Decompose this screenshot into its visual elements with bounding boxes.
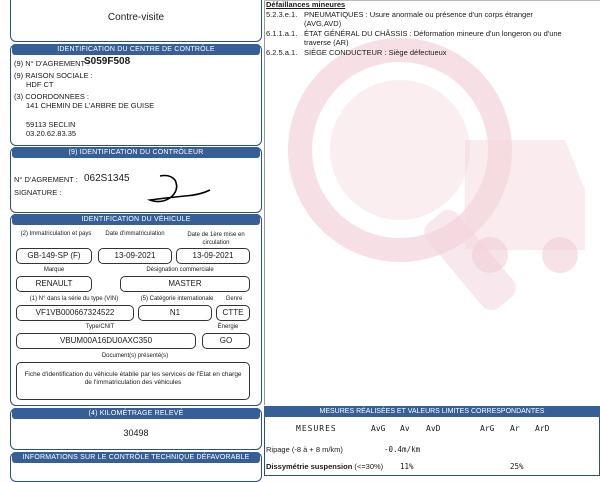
mesures-col-title: MESURES (296, 424, 337, 433)
designation-label: Désignation commerciale (146, 267, 214, 273)
signature-label: SIGNATURE : (14, 188, 62, 197)
dissymetrie-value-av: 11% (400, 462, 414, 471)
marque-label: Marque (43, 267, 65, 273)
vin-value: VF1VB000667324522 (16, 305, 134, 321)
defect-code-3: 6.2.5.a.1. (266, 48, 298, 57)
defect-text-2b: traverse (AR) (304, 38, 349, 47)
dissymetrie-name: Dissymétrie suspension (266, 462, 353, 471)
column-divider (264, 0, 265, 405)
raison-value: HDF CT (26, 80, 54, 89)
visit-type: Contre-visite (107, 12, 165, 23)
documents-value: Fiche d'identification du véhicule établie par les services de l'Etat en charge de l'immatriculation des véhicules (16, 362, 250, 400)
type-value: VBUM00A16DU0AXC350 (16, 333, 196, 349)
energie-label: Énergie (217, 324, 239, 330)
col-arg: ArG (480, 424, 495, 433)
signature-drawing (140, 168, 220, 208)
dissymetrie-value-ar: 25% (510, 462, 524, 471)
centre-agrement-label: (9) N° D'AGREMENT : (14, 59, 90, 68)
immat-date-value: 13-09-2021 (98, 248, 172, 264)
first-date-label: Date de 1ère mise en circulation (187, 232, 245, 246)
marque-value: RENAULT (16, 276, 92, 292)
defaillances-title: Défaillances mineures (266, 0, 346, 9)
ripage-name: Ripage (266, 445, 290, 454)
watermark-logo (265, 30, 600, 400)
controleur-agrement-label: N° D'AGREMENT : (14, 175, 78, 184)
phone: 03.20.62.83.35 (26, 129, 77, 138)
ripage-label (266, 445, 343, 454)
documents-label: Document(s) présenté(s) (101, 353, 169, 359)
col-avd: AvD (426, 424, 441, 433)
immat-date-label: Date d'immatriculation (105, 231, 165, 237)
defect-text-1: PNEUMATIQUES : Usure anormale ou présence d'un corps étranger (304, 10, 533, 19)
defect-text-3: SIÈGE CONDUCTEUR : Siège défectueux (304, 48, 447, 57)
coord-label: (3) COORDONNEES : (14, 92, 90, 101)
col-av: Av (400, 424, 410, 433)
defect-text-2: ÉTAT GÉNÉRAL DU CHÂSSIS : Déformation mineure d'un longeron ou d'une (304, 29, 562, 38)
categorie-label: (5) Catégorie internationale (140, 296, 214, 302)
type-label: Type/CNIT (85, 324, 115, 330)
dissymetrie-limit: (<=30%) (354, 462, 384, 471)
vin-label: (1) N° dans la série du type (VIN) (29, 296, 119, 302)
ripage-limit: (-8 à + 8 m/km) (291, 445, 343, 454)
vehicule-header: IDENTIFICATION DU VÉHICULE (12, 214, 260, 225)
address-line1: 141 CHEMIN DE L'ARBRE DE GUISE (26, 101, 155, 110)
ripage-value: -0.4m/km (384, 445, 421, 454)
designation-value: MASTER (120, 276, 250, 292)
col-ar: Ar (510, 424, 520, 433)
categorie-value: N1 (138, 305, 212, 321)
defect-code-1: 5.2.3.e.1. (266, 10, 298, 19)
defect-code-2: 6.1.1.a.1. (266, 29, 298, 38)
immat-value: GB-149-SP (F) (16, 248, 92, 264)
energie-value: GO (202, 333, 250, 349)
defect-text-1b: (AVG,AVD) (304, 19, 342, 28)
mesures-header: MESURES RÉALISÉES ET VALEURS LIMITES CORRESPONDANTES (264, 406, 600, 417)
immat-label: (2) Immatriculation et pays (20, 231, 92, 237)
controleur-header: (9) IDENTIFICATION DU CONTRÔLEUR (12, 147, 260, 158)
col-avg: AvG (371, 424, 386, 433)
bottom-header: INFORMATIONS SUR LE CONTRÔLE TECHNIQUE DÉFAVORABLE (12, 452, 260, 463)
km-value: 30498 (123, 428, 149, 438)
controleur-agrement-value: 062S1345 (84, 173, 130, 184)
address-line2: 59113 SECLIN (26, 120, 76, 129)
genre-value: CTTE (216, 305, 250, 321)
col-ard: ArD (535, 424, 550, 433)
genre-label: Genre (225, 296, 243, 302)
km-header: (4) KILOMÉTRAGE RELEVÉ (12, 408, 260, 419)
centre-agrement-value: S059F508 (84, 56, 131, 67)
centre-header: IDENTIFICATION DU CENTRE DE CONTRÔLE (12, 44, 260, 55)
first-date-value: 13-09-2021 (176, 248, 250, 264)
raison-label: (9) RAISON SOCIALE : (14, 71, 93, 80)
